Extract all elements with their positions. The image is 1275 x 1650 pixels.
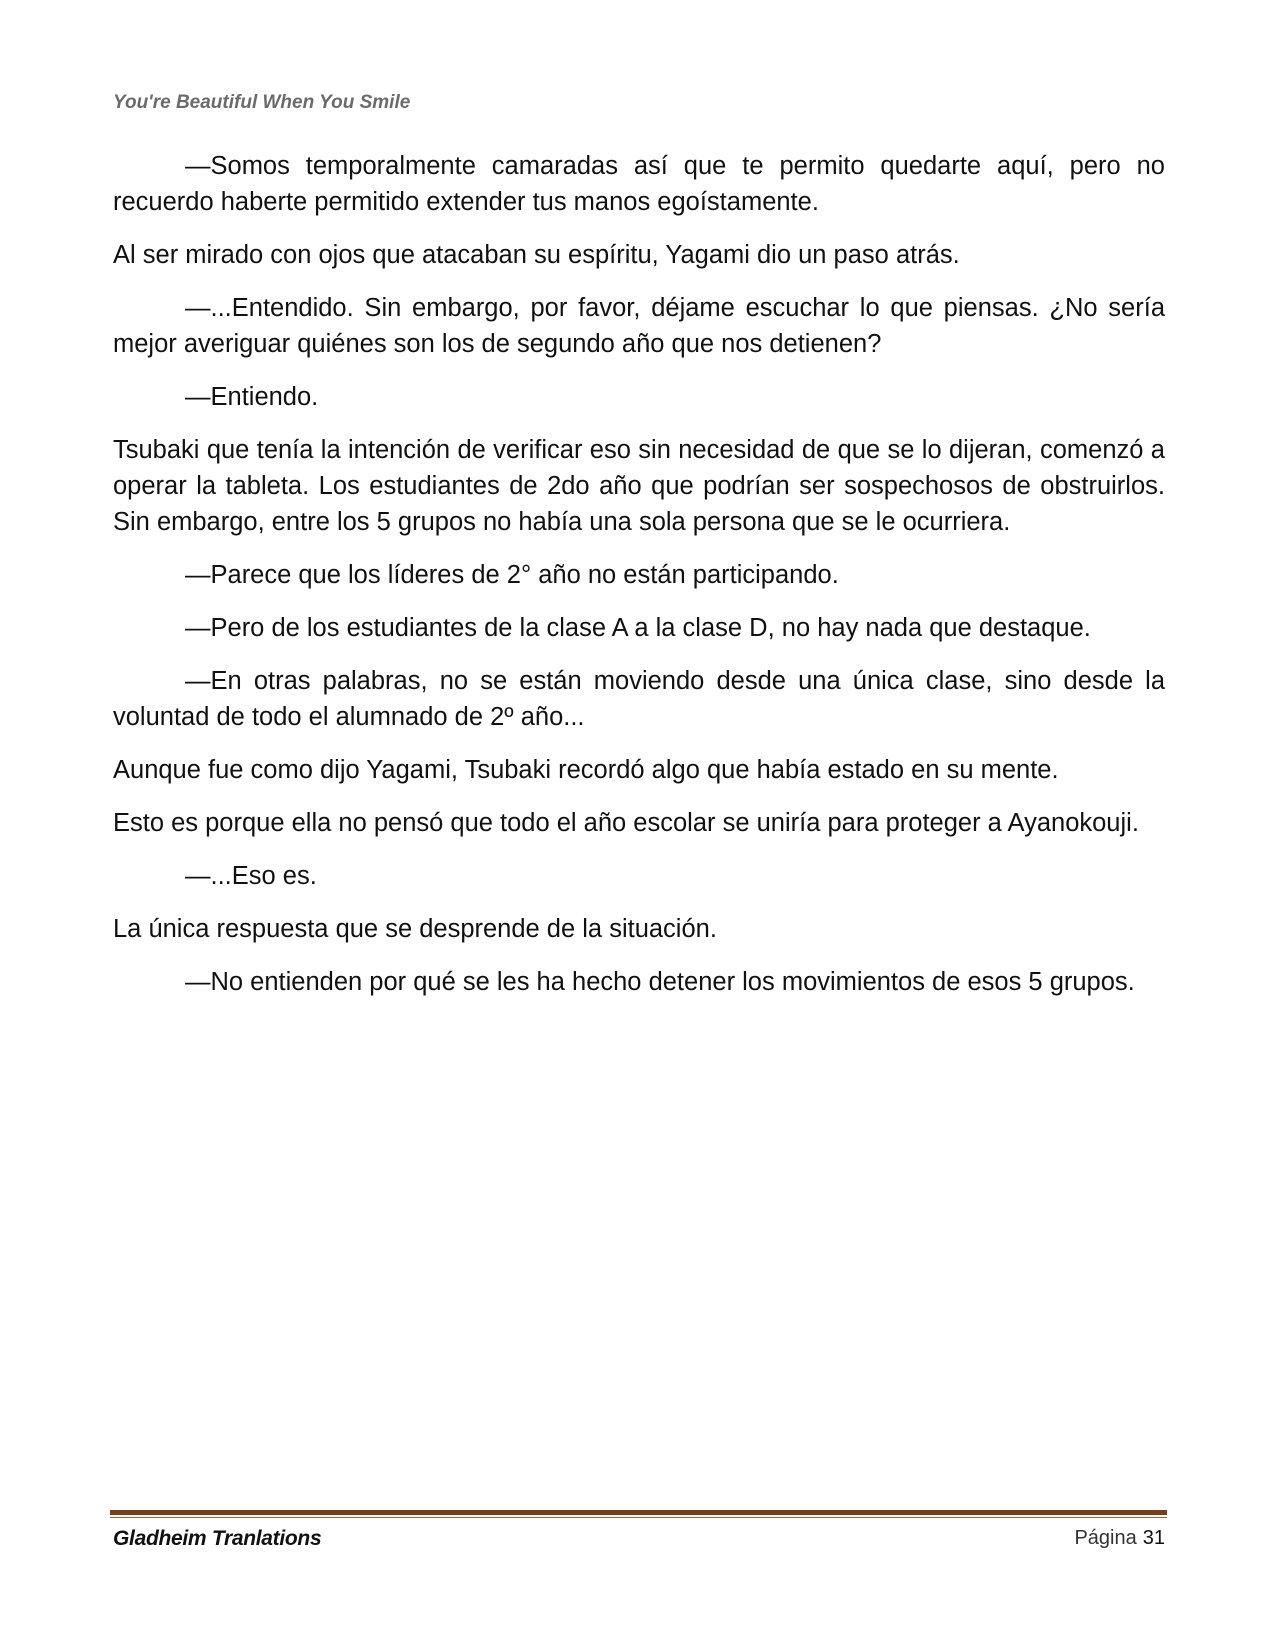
paragraph: —No entienden por qué se les ha hecho detener los movimientos de esos 5 grupos. — [185, 968, 1135, 996]
paragraph: —Entiendo. — [185, 383, 319, 411]
paragraph: Al ser mirado con ojos que atacaban su espíritu, Yagami dio un paso atrás. — [113, 241, 960, 269]
page-body — [113, 148, 1165, 1017]
page-number: 31 — [1142, 1527, 1165, 1549]
paragraph: —...Eso es. — [185, 862, 317, 890]
paragraph: —En otras palabras, no se están moviendo desde una única clase, sino desde la voluntad de todo el alumnado de 2º año... — [113, 667, 1165, 731]
paragraph: La única respuesta que se desprende de la situación. — [113, 915, 717, 943]
footer-divider-thin — [110, 1517, 1167, 1518]
paragraph: Aunque fue como dijo Yagami, Tsubaki recordó algo que había estado en su mente. — [113, 756, 1059, 784]
paragraph: —Somos temporalmente camaradas así que te permito quedarte aquí, pero no recuerdo haberte permitido extender tus manos egoístamente. — [113, 152, 1165, 216]
running-header: You're Beautiful When You Smile — [113, 92, 411, 113]
footer-publisher: Gladheim Tranlations — [113, 1527, 322, 1550]
paragraph: Tsubaki que tenía la intención de verificar eso sin necesidad de que se lo dijeran, comenzó a operar la tableta. Los estudiantes de 2do año que podrían ser sospechosos de obstruirlos. Sin embargo, entre los 5 grupos no había una sola persona que se le ocurriera. — [113, 436, 1165, 536]
footer-divider-thick — [110, 1510, 1167, 1515]
paragraph: —...Entendido. Sin embargo, por favor, déjame escuchar lo que piensas. ¿No sería mejor averiguar quiénes son los de segundo año que nos detienen? — [113, 294, 1165, 358]
paragraph: —Parece que los líderes de 2° año no están participando. — [185, 561, 839, 589]
paragraph: —Pero de los estudiantes de la clase A a la clase D, no hay nada que destaque. — [185, 614, 1091, 642]
page-label: Página — [1074, 1527, 1137, 1549]
footer-page — [1074, 1527, 1165, 1550]
paragraph: Esto es porque ella no pensó que todo el año escolar se uniría para proteger a Ayanokouji. — [113, 809, 1139, 837]
